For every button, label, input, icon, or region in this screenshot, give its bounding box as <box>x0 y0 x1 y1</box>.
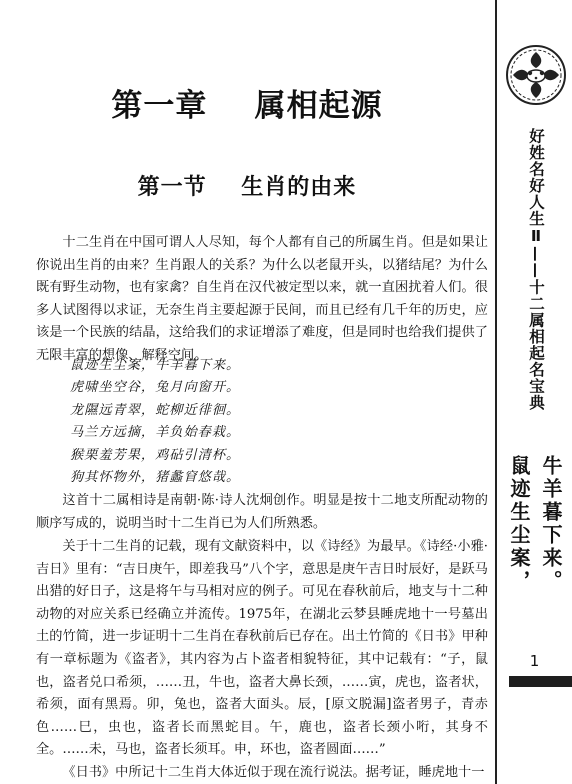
poem-line: 虎啸坐空谷，兔月向窗开。 <box>70 380 241 396</box>
intro-paragraph: 十二生肖在中国可谓人人尽知，每个人都有自己的所属生肖。但是如果让你说出生肖的由来？生肖跟人的关系？为什么以老鼠开头，以猪结尾？为什么既有野生动物，也有家禽？自生肖在汉代被定型以来，就一直困扰着人们。很多人试图得以求证，无奈生肖主要起源于民间，而且已经有几千年的历史，应该是一个民族的结晶，这给我们的求证增添了难度，但是同时也给我们提供了无限丰富的想像、解释空间。 <box>36 235 488 363</box>
page-number: 1 <box>529 652 540 670</box>
poem-note-paragraph: 这首十二属相诗是南朝·陈·诗人沈炯创作。明显是按十二地支所配动物的顺序写成的，说明当时十二生肖已为人们所熟悉。 <box>36 493 488 531</box>
verse-line-right: 牛羊暮下来。 <box>539 455 563 593</box>
poem-line: 狗其怀物外，猪蠡窅悠哉。 <box>70 470 241 486</box>
poem-line: 猴栗羞芳果，鸡砧引清杯。 <box>70 447 241 463</box>
page-number-bar <box>509 676 572 687</box>
section-title: 第一节 生肖的由来 <box>137 175 357 200</box>
book-title-vertical: 好姓名好人生Ⅱ——十二属相起名宝典 <box>527 128 545 411</box>
zodiac-poem <box>70 355 240 489</box>
poem-line: 马兰方远摘，羊负始春栽。 <box>70 425 241 441</box>
side-margin <box>497 0 572 784</box>
verse-line-left: 鼠迹生尘案， <box>507 455 531 593</box>
rishu-paragraph: 《日书》中所记十二生肖大体近似于现在流行说法。据考证，睡虎地十一 <box>62 765 485 780</box>
poem-line: 鼠迹生尘案，牛羊暮下来。 <box>70 358 241 373</box>
records-paragraph: 关于十二生肖的记载，现有文献资料中，以《诗经》为最早。《诗经·小雅·吉日》里有：“吉日庚午，即差我马”八个字，意思是庚午吉日时辰好，是跃马出猎的好日子，这是将午与马相对应的例子。可见在春秋前后，地支与十二种动物的对应关系已经确立并流传。1975年，在湖北云梦县睡虎地十一号墓出土的竹简，进一步证明十二生肖在春秋前后已存在。出土竹简的《日书》甲种有一章标题为《盗者》，其内容为占卜盗者相貌特征，其中记载有：“子，鼠也，盗者兑口希须，……丑，牛也，盗者大鼻长颈，……寅，虎也，盗者状，希须，面有黑焉。卯，兔也，盗者大面头。辰，[原文脱漏]盗者男子，青赤色……巳，虫也，盗者长而黑蛇目。午，鹿也，盗者长颈小哘，其身不全。……未，马也，盗者长须耳。申，环也，盗者圆面……” <box>36 539 488 758</box>
poem-line: 龙隰远青翠，蛇柳近徘徊。 <box>70 402 241 418</box>
chapter-title: 第一章 属相起源 <box>111 88 383 124</box>
rat-emblem-icon <box>505 44 567 106</box>
